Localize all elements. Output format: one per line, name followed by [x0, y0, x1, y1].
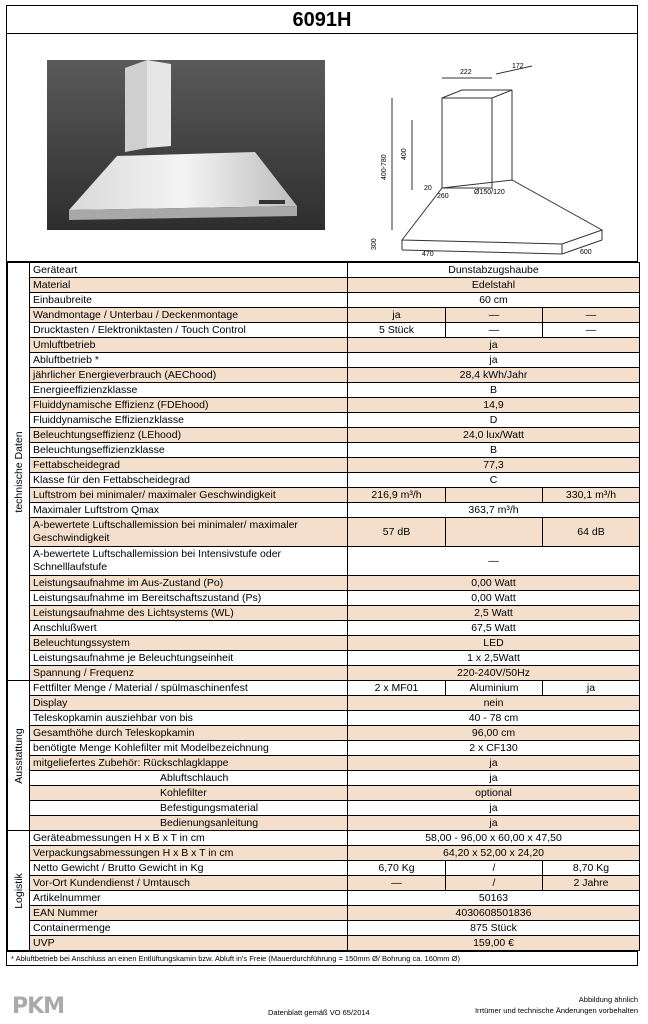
spec-value: 0,00 Watt: [348, 591, 640, 606]
spec-label: Material: [30, 278, 348, 293]
spec-label: Geräteabmessungen H x B x T in cm: [30, 831, 348, 846]
spec-row: [8, 846, 640, 861]
spec-row: [8, 636, 640, 651]
spec-label: Befestigungsmaterial: [30, 801, 348, 816]
spec-row: [8, 398, 640, 413]
spec-value: 0,00 Watt: [348, 576, 640, 591]
spec-value: 2 Jahre: [543, 876, 640, 891]
spec-row: [8, 741, 640, 756]
spec-label: Klasse für den Fettabscheidegrad: [30, 473, 348, 488]
spec-label: Fluiddynamische Effizienz (FDEhood): [30, 398, 348, 413]
product-photo: [47, 60, 325, 230]
spec-label: Leistungsaufnahme im Aus-Zustand (Po): [30, 576, 348, 591]
spec-row: [8, 771, 640, 786]
spec-value: /: [446, 861, 543, 876]
spec-value: Edelstahl: [348, 278, 640, 293]
spec-value: 4030608501836: [348, 906, 640, 921]
spec-row: [8, 458, 640, 473]
spec-label: A-bewertete Luftschallemission bei Intensivstufe oder Schnelllaufstufe: [30, 547, 348, 576]
dim-300: 300: [371, 238, 378, 250]
disclaimer-line-2: Irrtümer und technische Änderungen vorbehalten: [474, 1006, 638, 1015]
dim-top-depth: 172: [512, 63, 524, 70]
dim-width: 600: [580, 249, 592, 256]
spec-value: —: [348, 876, 446, 891]
spec-label: Abluftbetrieb *: [30, 353, 348, 368]
spec-label: Maximaler Luftstrom Qmax: [30, 503, 348, 518]
section-technical: [8, 263, 30, 681]
spec-label: Kohlefilter: [30, 786, 348, 801]
spec-row: [8, 308, 640, 323]
spec-label: Abluftschlauch: [30, 771, 348, 786]
spec-value: 50163: [348, 891, 640, 906]
spec-label: Artikelnummer: [30, 891, 348, 906]
spec-value: optional: [348, 786, 640, 801]
spec-label: Bedienungsanleitung: [30, 816, 348, 831]
spec-value: 60 cm: [348, 293, 640, 308]
spec-row: [8, 711, 640, 726]
spec-value: 875 Stück: [348, 921, 640, 936]
spec-row: [8, 383, 640, 398]
spec-row: [8, 726, 640, 741]
spec-label: EAN Nummer: [30, 906, 348, 921]
spec-value: nein: [348, 696, 640, 711]
spec-row: [8, 666, 640, 681]
spec-value: —: [446, 323, 543, 338]
spec-label: Fettabscheidegrad: [30, 458, 348, 473]
spec-label: benötigte Menge Kohlefilter mit Modelbezeichnung: [30, 741, 348, 756]
spec-row: [8, 368, 640, 383]
brand-logo: PKM: [12, 994, 65, 1019]
spec-label: Beleuchtungseffizienzklasse: [30, 443, 348, 458]
spec-label: Teleskopkamin ausziehbar von bis: [30, 711, 348, 726]
spec-row: [8, 323, 640, 338]
spec-label: Containermenge: [30, 921, 348, 936]
spec-value: ja: [348, 308, 446, 323]
dim-20: 20: [424, 185, 432, 192]
spec-value: 2,5 Watt: [348, 606, 640, 621]
spec-row: [8, 576, 640, 591]
spec-value: [446, 518, 543, 547]
spec-row: [8, 936, 640, 951]
spec-label: Umluftbetrieb: [30, 338, 348, 353]
regulation-note: Datenblatt gemäß VO 65/2014: [268, 1008, 370, 1017]
spec-label: jährlicher Energieverbrauch (AEChood): [30, 368, 348, 383]
spec-row: [8, 786, 640, 801]
spec-value: 64,20 x 52,00 x 24,20: [348, 846, 640, 861]
spec-row: [8, 651, 640, 666]
spec-value: ja: [348, 353, 640, 368]
spec-value: 363,7 m³/h: [348, 503, 640, 518]
spec-label: Beleuchtungssystem: [30, 636, 348, 651]
spec-row: [8, 263, 640, 278]
dim-chimney: 400: [401, 148, 408, 160]
spec-value: Dunstabzugshaube: [348, 263, 640, 278]
spec-value: 2 x CF130: [348, 741, 640, 756]
images-area: [7, 34, 637, 262]
spec-value: ja: [543, 681, 640, 696]
spec-row: [8, 503, 640, 518]
spec-row: [8, 891, 640, 906]
spec-value: 24,0 lux/Watt: [348, 428, 640, 443]
spec-label: Leistungsaufnahme je Beleuchtungseinheit: [30, 651, 348, 666]
spec-label: Wandmontage / Unterbau / Deckenmontage: [30, 308, 348, 323]
spec-label: UVP: [30, 936, 348, 951]
spec-row: [8, 816, 640, 831]
spec-row: [8, 338, 640, 353]
spec-value: 6,70 Kg: [348, 861, 446, 876]
spec-label: Fettfilter Menge / Material / spülmaschinenfest: [30, 681, 348, 696]
spec-value: /: [446, 876, 543, 891]
spec-value: ja: [348, 338, 640, 353]
spec-value: 96,00 cm: [348, 726, 640, 741]
spec-value: 77,3: [348, 458, 640, 473]
spec-label: Anschlußwert: [30, 621, 348, 636]
spec-value: ja: [348, 756, 640, 771]
spec-label: Leistungsaufnahme des Lichtsystems (WL): [30, 606, 348, 621]
spec-value: 8,70 Kg: [543, 861, 640, 876]
spec-value: 216,9 m³/h: [348, 488, 446, 503]
spec-value: B: [348, 383, 640, 398]
spec-value: —: [348, 547, 640, 576]
spec-row: [8, 443, 640, 458]
spec-label: Einbaubreite: [30, 293, 348, 308]
section-label: Logistik: [12, 872, 25, 909]
spec-value: 1 x 2,5Watt: [348, 651, 640, 666]
spec-row: [8, 606, 640, 621]
dim-depth: 470: [422, 251, 434, 258]
spec-value: B: [348, 443, 640, 458]
section-label: technische Daten: [12, 430, 25, 513]
footnote: * Abluftbetrieb bei Anschluss an einen Entlüftungskamin bzw. Abluft in's Freie (Mauerdurchführung = 150mm Ø/ Bohrung ca. 160mm Ø): [7, 951, 637, 965]
spec-row: [8, 488, 640, 503]
spec-row: [8, 547, 640, 576]
spec-label: A-bewertete Luftschallemission bei minimaler/ maximaler Geschwindigkeit: [30, 518, 348, 547]
spec-label: Leistungsaufnahme im Bereitschaftszustand (Ps): [30, 591, 348, 606]
spec-row: [8, 278, 640, 293]
spec-value: 2 x MF01: [348, 681, 446, 696]
spec-value: Aluminium: [446, 681, 543, 696]
spec-row: [8, 621, 640, 636]
spec-value: —: [543, 323, 640, 338]
spec-row: [8, 801, 640, 816]
model-title: 6091H: [7, 6, 637, 34]
spec-value: 57 dB: [348, 518, 446, 547]
footer: [6, 990, 642, 1022]
spec-row: [8, 876, 640, 891]
spec-value: 64 dB: [543, 518, 640, 547]
section-label: Ausstattung: [12, 727, 25, 784]
spec-row: [8, 861, 640, 876]
disclaimer: [475, 994, 638, 1016]
spec-row: [8, 756, 640, 771]
dim-pipe: Ø150/120: [474, 189, 505, 196]
spec-value: 5 Stück: [348, 323, 446, 338]
spec-row: [8, 831, 640, 846]
disclaimer-line-1: Abbildung ähnlich: [578, 995, 638, 1004]
spec-value: 159,00 €: [348, 936, 640, 951]
spec-label: mitgeliefertes Zubehör: Rückschlagklappe: [30, 756, 348, 771]
spec-label: Verpackungsabmessungen H x B x T in cm: [30, 846, 348, 861]
spec-label: Netto Gewicht / Brutto Gewicht in Kg: [30, 861, 348, 876]
spec-value: C: [348, 473, 640, 488]
spec-label: Display: [30, 696, 348, 711]
spec-value: 330,1 m³/h: [543, 488, 640, 503]
spec-value: ja: [348, 816, 640, 831]
spec-label: Fluiddynamische Effizienzklasse: [30, 413, 348, 428]
spec-row: [8, 413, 640, 428]
dim-260: 260: [437, 193, 449, 200]
spec-value: [446, 488, 543, 503]
spec-label: Vor-Ort Kundendienst / Umtausch: [30, 876, 348, 891]
spec-row: [8, 696, 640, 711]
section-equipment: [8, 681, 30, 831]
spec-value: 14,9: [348, 398, 640, 413]
spec-label: Geräteart: [30, 263, 348, 278]
spec-value: 58,00 - 96,00 x 60,00 x 47,50: [348, 831, 640, 846]
spec-value: ja: [348, 771, 640, 786]
spec-row: [8, 906, 640, 921]
dimension-drawing: [362, 40, 637, 258]
spec-value: D: [348, 413, 640, 428]
spec-label: Spannung / Frequenz: [30, 666, 348, 681]
spec-value: LED: [348, 636, 640, 651]
spec-value: —: [543, 308, 640, 323]
spec-label: Drucktasten / Elektroniktasten / Touch Control: [30, 323, 348, 338]
spec-row: [8, 473, 640, 488]
spec-table: [7, 262, 640, 951]
spec-row: [8, 293, 640, 308]
spec-value: 28,4 kWh/Jahr: [348, 368, 640, 383]
spec-label: Gesamthöhe durch Teleskopkamin: [30, 726, 348, 741]
spec-value: 220-240V/50Hz: [348, 666, 640, 681]
spec-value: ja: [348, 801, 640, 816]
dim-height-range: 400-780: [381, 154, 388, 180]
spec-row: [8, 681, 640, 696]
datasheet: [6, 5, 638, 966]
dim-top-width: 222: [460, 69, 472, 76]
spec-label: Beleuchtungseffizienz (LEhood): [30, 428, 348, 443]
spec-row: [8, 921, 640, 936]
spec-label: Energieeffizienzklasse: [30, 383, 348, 398]
section-logistics: [8, 831, 30, 951]
spec-value: 67,5 Watt: [348, 621, 640, 636]
spec-row: [8, 353, 640, 368]
spec-row: [8, 428, 640, 443]
spec-row: [8, 591, 640, 606]
spec-row: [8, 518, 640, 547]
spec-value: —: [446, 308, 543, 323]
spec-value: 40 - 78 cm: [348, 711, 640, 726]
spec-label: Luftstrom bei minimaler/ maximaler Geschwindigkeit: [30, 488, 348, 503]
